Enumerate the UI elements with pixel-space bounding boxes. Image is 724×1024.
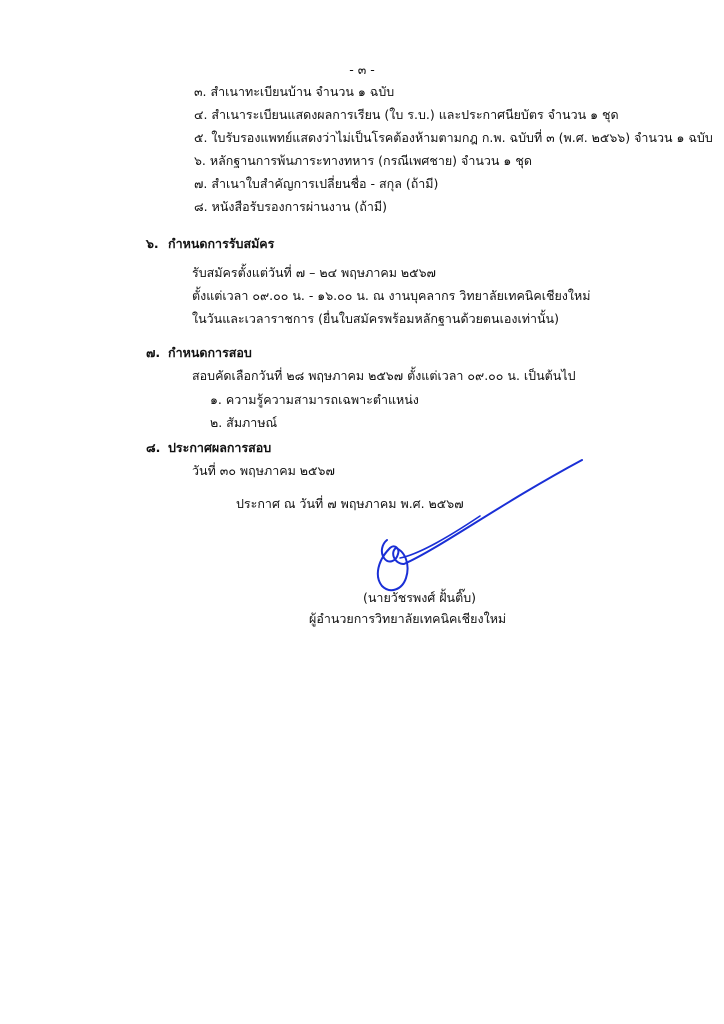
signature-image <box>360 452 592 602</box>
signatory-position: ผู้อำนวยการวิทยาลัยเทคนิคเชียงใหม่ <box>309 611 507 626</box>
list-item: ๘. หนังสือรับรองการผ่านงาน (ถ้ามี) <box>194 199 387 214</box>
list-item: ๖. หลักฐานการพ้นภาระทางทหาร (กรณีเพศชาย) จำนวน ๑ ชุด <box>194 153 532 168</box>
announcement-date: ประกาศ ณ วันที่ ๗ พฤษภาคม พ.ศ. ๒๕๖๗ <box>236 496 464 511</box>
section-number: ๘. <box>146 440 161 455</box>
section-heading-exam-schedule <box>146 345 252 360</box>
application-period: รับสมัครตั้งแต่วันที่ ๗ – ๒๔ พฤษภาคม ๒๕๖๗ <box>192 265 436 280</box>
page-number: - ๓ - <box>349 62 375 77</box>
list-item: ๓. สำเนาทะเบียนบ้าน จำนวน ๑ ฉบับ <box>194 84 395 99</box>
list-item: ๗. สำเนาใบสำคัญการเปลี่ยนชื่อ - สกุล (ถ้ามี) <box>194 176 439 191</box>
section-number: ๗. <box>146 345 161 360</box>
results-date: วันที่ ๓๐ พฤษภาคม ๒๕๖๗ <box>192 463 335 478</box>
section-title: กำหนดการรับสมัคร <box>168 236 275 251</box>
list-item: ๕. ใบรับรองแพทย์แสดงว่าไม่เป็นโรคต้องห้ามตามกฎ ก.พ. ฉบับที่ ๓ (พ.ศ. ๒๕๖๖) จำนวน ๑ ฉบับ <box>194 130 713 145</box>
section-number: ๖. <box>146 236 159 251</box>
section-title: กำหนดการสอบ <box>168 345 252 360</box>
exam-item: ๑. ความรู้ความสามารถเฉพาะตำแหน่ง <box>210 392 419 407</box>
section-heading-application-schedule <box>146 236 274 251</box>
exam-item: ๒. สัมภาษณ์ <box>210 415 278 430</box>
application-note: ในวันและเวลาราชการ (ยื่นใบสมัครพร้อมหลักฐานด้วยตนเองเท่านั้น) <box>192 311 559 326</box>
application-time-place: ตั้งแต่เวลา ๐๙.๐๐ น. - ๑๖.๐๐ น. ณ งานบุคลากร วิทยาลัยเทคนิคเชียงใหม่ <box>192 288 591 303</box>
signatory-name: (นายวัชรพงศ์ ฝั้นติ๊บ) <box>363 590 477 605</box>
section-title: ประกาศผลการสอบ <box>168 440 272 455</box>
section-heading-exam-results <box>146 440 271 455</box>
list-item: ๔. สำเนาระเบียนแสดงผลการเรียน (ใบ ร.บ.) และประกาศนียบัตร จำนวน ๑ ชุด <box>194 107 619 122</box>
exam-date: สอบคัดเลือกวันที่ ๒๘ พฤษภาคม ๒๕๖๗ ตั้งแต่เวลา ๐๙.๐๐ น. เป็นต้นไป <box>192 368 576 383</box>
